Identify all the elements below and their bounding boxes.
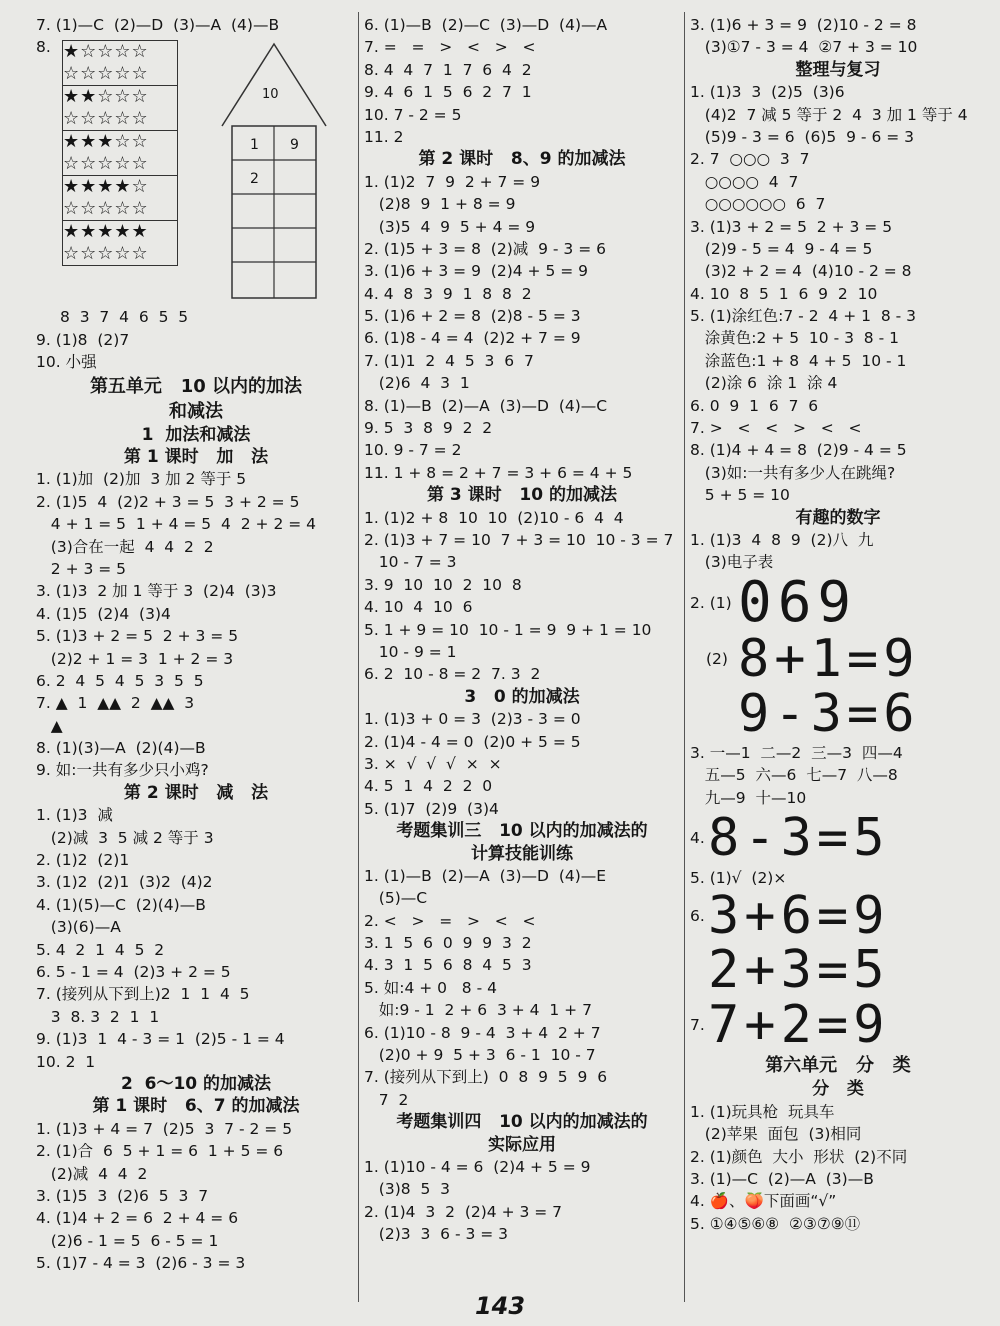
answer-line: 4. (1)4 + 2 = 6 2 + 4 = 6 (36, 1209, 239, 1228)
answer-line: 6. (1)10 - 8 9 - 4 3 + 4 2 + 7 (364, 1023, 601, 1042)
answer-line: 9. 如:一共有多少只小鸡? (36, 761, 209, 780)
answer-line: 7. = = > < > < (364, 38, 536, 57)
answer-line: 8. (1)4 + 4 = 8 (2)9 - 4 = 5 (690, 441, 907, 460)
answer-line: 五—5 六—6 七—7 八—8 (690, 766, 898, 785)
house-cell: 2 (250, 171, 259, 188)
answer-line: 5 + 5 = 10 (690, 486, 790, 505)
answer-line: (3)(6)—A (36, 918, 121, 937)
digit-answer-row (690, 940, 986, 1001)
answer-line: (3)电子表 (690, 553, 774, 572)
answer-line: (2)减 3 5 减 2 等于 3 (36, 828, 214, 847)
answer-line: 11. 1 + 8 = 2 + 7 = 3 + 6 = 4 + 5 (364, 463, 633, 482)
answer-line: 5. (1)7 (2)9 (3)4 (364, 799, 499, 818)
answer-line: 2. < > = > < < (364, 911, 536, 930)
lesson-title: 第 1 课时 6、7 的加减法 (92, 1096, 300, 1117)
answer-line: 7. (接列从下到上)2 1 1 4 5 (36, 985, 250, 1004)
answer-line: 6. 2 4 5 4 5 3 5 5 (36, 671, 204, 690)
answer-line: 4. (1)(5)—C (2)(4)—B (36, 895, 206, 914)
answer-line: ○○○○○○ 6 7 (690, 195, 826, 214)
answer-line: 3. 一—1 二—2 三—3 四—4 (690, 743, 903, 762)
answer-line: 4. 10 8 5 1 6 9 2 10 (690, 284, 878, 303)
answer-line: (5)9 - 3 = 6 (6)5 9 - 6 = 3 (690, 127, 915, 146)
lesson-title: 第 2 课时 减 法 (123, 782, 269, 803)
answer-line: 5. 1 + 9 = 10 10 - 1 = 9 9 + 1 = 10 (364, 620, 652, 639)
column-1 (36, 14, 356, 1274)
answer-line: 10 - 9 = 1 (364, 642, 457, 661)
answer-line: 7. (1)1 2 4 5 3 6 7 (364, 351, 534, 370)
training-title-2: 计算技能训练 (471, 843, 573, 864)
section-title: 有趣的数字 (795, 507, 881, 528)
section-title: 1 加法和减法 (141, 424, 251, 445)
answer-line: 7. > < < > < < (690, 419, 862, 438)
house-top-label: 10 (262, 87, 279, 103)
answer-line: 5. ①④⑤⑥⑧ ②③⑦⑨⑪ (690, 1214, 861, 1233)
answer-line: 2. (1)4 3 2 (2)4 + 3 = 7 (364, 1202, 563, 1221)
answer-line: (2)减 4 4 2 (36, 1164, 148, 1183)
answer-line: (3)如:一共有多少人在跳绳? (690, 463, 896, 482)
answer-line: 涂黄色:2 + 5 10 - 3 8 - 1 (690, 329, 899, 348)
answer-line: 3. (1)2 (2)1 (3)2 (4)2 (36, 873, 213, 892)
answer-line: 3. (1)6 + 3 = 9 (2)10 - 2 = 8 (690, 16, 917, 34)
answer-line: ○○○○ 4 7 (690, 172, 799, 191)
house-cell: 9 (290, 137, 299, 154)
star-labels: 8 3 7 4 6 5 5 (60, 308, 189, 327)
answer-line: (2)8 9 1 + 8 = 9 (364, 195, 516, 214)
digit-answer-row (690, 995, 986, 1056)
answer-line: 4. 3 1 5 6 8 4 5 3 (364, 956, 532, 975)
answer-line: 5. 4 2 1 4 5 2 (36, 940, 165, 959)
answer-line: (4)2 7 减 5 等于 2 4 3 加 1 等于 4 (690, 105, 968, 124)
lesson-title: 第 2 课时 8、9 的加减法 (418, 149, 626, 170)
answer-line: 2. 7 ○○○ 3 7 (690, 150, 810, 169)
answer-line: 3. (1)3 + 2 = 5 2 + 3 = 5 (690, 217, 893, 236)
answer-line: 2. (1)5 4 (2)2 + 3 = 5 3 + 2 = 5 (36, 492, 300, 511)
answer-line: (3)5 4 9 5 + 4 = 9 (364, 217, 536, 236)
answer-line: 1. (1)10 - 4 = 6 (2)4 + 5 = 9 (364, 1158, 591, 1177)
answer-line: 涂蓝色:1 + 8 4 + 5 10 - 1 (690, 351, 907, 370)
answer-line: 6. (1)—B (2)—C (3)—D (4)—A (364, 16, 608, 34)
big-equation: 2+3=5 (708, 940, 890, 1001)
training-title-2: 实际应用 (488, 1134, 556, 1155)
answer-line: 1. (1)玩具枪 玩具车 (690, 1102, 835, 1121)
q8-figure (36, 36, 356, 306)
answer-line: 4. 4 8 3 9 1 8 8 2 (364, 284, 532, 303)
answer-line: 3. (1)6 + 3 = 9 (2)4 + 5 = 9 (364, 262, 589, 281)
star-row: ★★★★☆ ☆☆☆☆☆ (63, 176, 177, 221)
answer-line: 5. (1)3 + 2 = 5 2 + 3 = 5 (36, 627, 239, 646)
answer-line: (3)合在一起 4 4 2 2 (36, 537, 214, 556)
section-title: 整理与复习 (795, 59, 881, 80)
answer-line: 1. (1)—B (2)—A (3)—D (4)—E (364, 866, 607, 885)
digit-answer-row (690, 886, 986, 947)
answer-line: (2)3 3 6 - 3 = 3 (364, 1225, 509, 1244)
house-cell: 1 (250, 137, 259, 154)
triangle-answer: 7. ▲ 1 ▲▲ 2 ▲▲ 3 (36, 694, 195, 713)
answer-label: 6. (690, 907, 705, 926)
answer-line: 2. (1)5 + 3 = 8 (2)减 9 - 3 = 6 (364, 239, 606, 258)
answer-line: 3. 1 5 6 0 9 9 3 2 (364, 934, 532, 953)
answer-line: 10 - 7 = 3 (364, 553, 457, 572)
answer-line: (2)9 - 5 = 4 9 - 4 = 5 (690, 239, 873, 258)
answer-label: 2. (1) (690, 593, 732, 612)
star-row: ★☆☆☆☆ ☆☆☆☆☆ (63, 41, 177, 86)
answer-line: 7. (1)—C (2)—D (3)—A (4)—B (36, 16, 280, 34)
big-digits: 069 (738, 569, 858, 635)
answer-line: 9. (1)8 (2)7 (36, 330, 130, 349)
answer-line: 6. 2 10 - 8 = 2 7. 3 2 (364, 665, 541, 684)
answer-line: 1. (1)3 3 (2)5 (3)6 (690, 83, 845, 102)
answer-line: 5. 如:4 + 0 8 - 4 (364, 978, 497, 997)
section-title: 分 类 (812, 1079, 864, 1100)
answer-line: 10. 小强 (36, 353, 97, 372)
unit-title: 第五单元 10 以内的加法 (89, 375, 303, 397)
answer-line: (2)0 + 9 5 + 3 6 - 1 10 - 7 (364, 1046, 596, 1065)
answer-line: (2)2 + 1 = 3 1 + 2 = 3 (36, 649, 234, 668)
big-equation: 9-3=6 (738, 683, 920, 744)
answer-line: 7. (接列从下到上) 0 8 9 5 9 6 (364, 1068, 608, 1087)
answer-line: 8. (1)—B (2)—A (3)—D (4)—C (364, 396, 608, 415)
answer-line: 9. (1)3 1 4 - 3 = 1 (2)5 - 1 = 4 (36, 1030, 285, 1049)
answer-line: 1. (1)3 + 0 = 3 (2)3 - 3 = 0 (364, 710, 581, 729)
answer-line: (2)6 - 1 = 5 6 - 5 = 1 (36, 1231, 219, 1250)
training-title: 考题集训三 10 以内的加减法的 (396, 821, 648, 842)
column-3 (690, 14, 986, 1235)
answer-line: 6. (1)8 - 4 = 4 (2)2 + 7 = 9 (364, 329, 581, 348)
answer-line: (3)①7 - 3 = 4 ②7 + 3 = 10 (690, 38, 918, 57)
answer-line: 7 2 (364, 1090, 409, 1109)
digit-answer-row (690, 569, 986, 635)
big-equation: 7+2=9 (708, 995, 890, 1056)
triangle-answer-2: ▲ (36, 716, 63, 735)
answer-line: 5. (1)7 - 4 = 3 (2)6 - 3 = 3 (36, 1254, 246, 1273)
answer-line: 2. (1)4 - 4 = 0 (2)0 + 5 = 5 (364, 732, 581, 751)
section-title: 3 0 的加减法 (464, 686, 580, 707)
big-equation: 3+6=9 (708, 886, 890, 947)
answer-line: 5. (1)涂红色:7 - 2 4 + 1 8 - 3 (690, 307, 917, 326)
answer-line: 8. (36, 38, 51, 57)
page-number: 143 (474, 1292, 526, 1320)
answer-line: 3. × √ √ √ × × (364, 754, 502, 773)
answer-label: 4. (690, 828, 705, 847)
answer-line: 4. (1)5 (2)4 (3)4 (36, 604, 171, 623)
answer-line: 6. 5 - 1 = 4 (2)3 + 2 = 5 (36, 962, 231, 981)
star-row: ★★★☆☆ ☆☆☆☆☆ (63, 131, 177, 176)
answer-line: (2)苹果 面包 (3)相同 (690, 1125, 862, 1144)
star-grid (62, 40, 178, 266)
answer-line: 4. 5 1 4 2 2 0 (364, 777, 493, 796)
answer-line: 2. (1)3 + 7 = 10 7 + 3 = 10 10 - 3 = 7 (364, 531, 674, 550)
section-title: 2 6～10 的加减法 (120, 1073, 272, 1094)
answer-line: 1. (1)2 + 8 10 10 (2)10 - 6 4 4 (364, 508, 624, 527)
answer-line: 3. (1)—C (2)—A (3)—B (690, 1169, 874, 1188)
answer-line: 8. 4 4 7 1 7 6 4 2 (364, 60, 532, 79)
answer-line: 1. (1)加 (2)加 3 加 2 等于 5 (36, 470, 247, 489)
answer-line: 3 8. 3 2 1 1 (36, 1007, 160, 1026)
answer-line: 10. 7 - 2 = 5 (364, 105, 462, 124)
answer-line: 1. (1)2 7 9 2 + 7 = 9 (364, 172, 541, 191)
column-divider-2 (684, 12, 685, 1302)
answer-line: 10. 2 1 (36, 1052, 96, 1071)
answer-line: 3. (1)5 3 (2)6 5 3 7 (36, 1186, 209, 1205)
answer-label: 7. (690, 1016, 705, 1035)
answer-line: 8. (1)(3)—A (2)(4)—B (36, 739, 206, 758)
answer-line: 5. (1)√ (2)× (690, 868, 787, 887)
answer-line: 4 + 1 = 5 1 + 4 = 5 4 2 + 2 = 4 (36, 515, 317, 534)
answer-line: 2. (1)合 6 5 + 1 = 6 1 + 5 = 6 (36, 1142, 284, 1161)
answer-line: 3. 9 10 10 2 10 8 (364, 575, 522, 594)
answer-line: (3)2 + 2 = 4 (4)10 - 2 = 8 (690, 262, 912, 281)
answer-line: 9. 4 6 1 5 6 2 7 1 (364, 83, 532, 102)
answer-line: 如:9 - 1 2 + 6 3 + 4 1 + 7 (364, 1001, 592, 1020)
answer-line: 10. 9 - 7 = 2 (364, 441, 462, 460)
training-title: 考题集训四 10 以内的加减法的 (396, 1112, 648, 1133)
answer-line: 2. (1)颜色 大小 形状 (2)不同 (690, 1147, 908, 1166)
star-row: ★★☆☆☆ ☆☆☆☆☆ (63, 86, 177, 131)
answer-line: (2)涂 6 涂 1 涂 4 (690, 374, 838, 393)
answer-line: (2)6 4 3 1 (364, 374, 470, 393)
lesson-title: 第 3 课时 10 的加减法 (427, 485, 617, 506)
column-2 (364, 14, 680, 1246)
answer-line: 1. (1)3 + 4 = 7 (2)5 3 7 - 2 = 5 (36, 1119, 293, 1138)
unit-title-line2: 和减法 (169, 400, 223, 422)
answer-line: 5. (1)6 + 2 = 8 (2)8 - 5 = 3 (364, 307, 581, 326)
unit-title: 第六单元 分 类 (765, 1055, 911, 1077)
answer-line: 1. (1)3 4 8 9 (2)八 九 (690, 531, 874, 550)
star-row: ★★★★★ ☆☆☆☆☆ (63, 221, 149, 265)
answer-line: 9. 5 3 8 9 2 2 (364, 419, 493, 438)
digit-answer-row (690, 628, 986, 689)
answer-line: 4. 10 4 10 6 (364, 598, 473, 617)
answer-line: 6. 0 9 1 6 7 6 (690, 396, 819, 415)
answer-line: 2 + 3 = 5 (36, 559, 127, 578)
answer-line: (3)8 5 3 (364, 1180, 451, 1199)
answer-line: (5)—C (364, 889, 428, 908)
digit-answer-row (690, 683, 986, 744)
big-equation: 8+1=9 (738, 628, 920, 689)
answer-line: 1. (1)3 减 (36, 806, 113, 825)
answer-label: (2) (706, 649, 728, 668)
lesson-title: 第 1 课时 加 法 (123, 446, 269, 467)
answer-line: 3. (1)3 2 加 1 等于 3 (2)4 (3)3 (36, 582, 277, 601)
number-house (220, 38, 328, 300)
column-divider-1 (358, 12, 359, 1302)
answer-line: 11. 2 (364, 127, 404, 146)
digit-answer-row (690, 809, 986, 867)
answer-line: 4. 🍎、🍑下面画“√” (690, 1192, 837, 1211)
answer-line: 九—9 十—10 (690, 788, 807, 807)
answer-line: 2. (1)2 (2)1 (36, 851, 130, 870)
big-equation: 8-3=5 (708, 807, 890, 868)
